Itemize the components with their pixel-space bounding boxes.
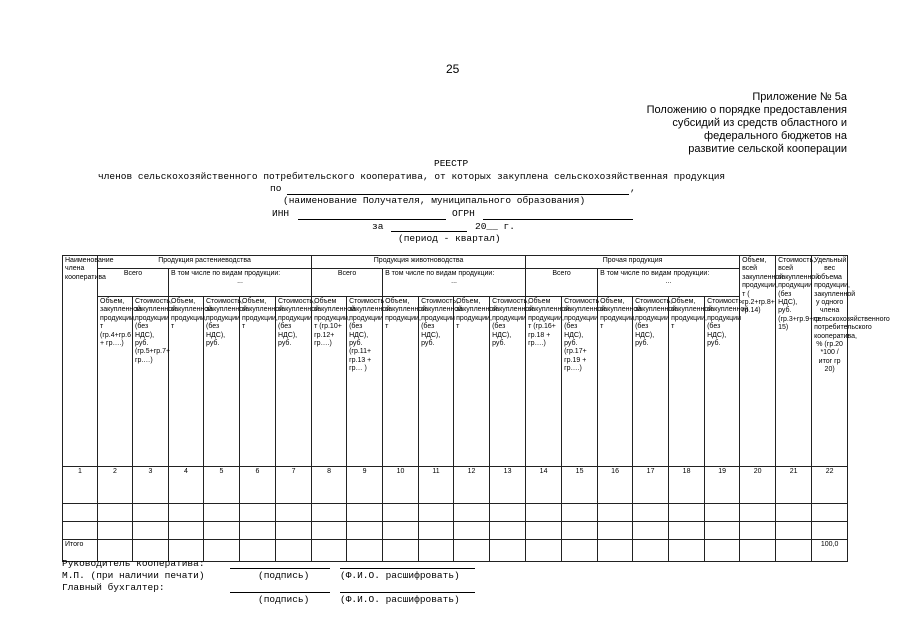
subheader-cell: Объем, закупленной продукции, т (гр.4+гр.6 + гр….): [98, 297, 133, 467]
subheader-cell: Стоимость закупленной продукции (без НДС), руб. (гр.11+ гр.13 + гр… ): [347, 297, 383, 467]
chair-sign-line: [230, 568, 330, 569]
subheader-cell: Объем, закупленной продукции, т: [669, 297, 705, 467]
total-label: Итого: [63, 540, 98, 562]
column-number: 5: [204, 467, 240, 504]
subheader-cell: Стоимость, закупленной продукции (без НДС), руб.: [633, 297, 669, 467]
column-number: 13: [490, 467, 526, 504]
accountant-sign-line: [230, 592, 330, 593]
column-number: 16: [598, 467, 633, 504]
year-label: 20__ г.: [475, 221, 515, 232]
period-line: [391, 231, 467, 232]
column-number: 8: [312, 467, 347, 504]
appendix-line: федерального бюджетов на: [704, 130, 847, 142]
by-type-label: В том числе по видам продукции:: [385, 270, 495, 277]
subheader-cell: Стоимость, закупленной продукции (без НДС), руб.: [419, 297, 454, 467]
column-number: 3: [133, 467, 169, 504]
col21-header: Стоимость, всей закупленной продукции (без НДС), руб. (гр.3+гр.9+гр. 15): [776, 256, 812, 467]
chair-name-line: [340, 568, 475, 569]
column-number: 6: [240, 467, 276, 504]
subheader-cell: Объем, закупленной продукции, т: [383, 297, 419, 467]
mp-label: М.П. (при наличии печати): [62, 570, 205, 581]
subheader-cell: Стоимость, закупленной продукции (без НДС), руб.: [705, 297, 740, 467]
column-number: 17: [633, 467, 669, 504]
table-row: [63, 522, 848, 540]
appendix-line: Положению о порядке предоставления: [646, 104, 847, 116]
col22-header: Удельный вес объема продукции, закупленной у одного члена сельскохозяйственного потребительского кооператива, % (гр.20 *100 /итог гр 20): [812, 256, 848, 467]
appendix-line: Приложение № 5а: [752, 91, 847, 103]
subheader-cell: Объем, закупленной продукции, т: [169, 297, 204, 467]
chair-label: Руководитель кооператива:: [62, 558, 205, 569]
group-header: Продукция животноводства: [312, 256, 526, 269]
registry-table: [62, 255, 890, 562]
column-number: 4: [169, 467, 204, 504]
column-numbers-row: [63, 467, 848, 504]
po-comma: ,: [630, 183, 636, 194]
ogrn-label: ОГРН: [452, 208, 475, 219]
col-name-header: Наименование члена кооператива: [63, 256, 98, 467]
vsego-header: Всего: [312, 269, 383, 297]
column-number: 22: [812, 467, 848, 504]
subheader-cell: Объем, закупленной продукции, т: [598, 297, 633, 467]
ellipsis: ...: [665, 278, 672, 286]
sign-hint: (подпись): [258, 594, 310, 605]
name-hint: (Ф.И.О. расшифровать): [340, 594, 460, 605]
name-hint: (Ф.И.О. расшифровать): [340, 570, 460, 581]
page-number: 25: [446, 62, 460, 76]
inn-label: ИНН: [272, 208, 290, 219]
column-number: 12: [454, 467, 490, 504]
subheader-cell: Стоимость, закупленной продукции (без НДС), руб.: [276, 297, 312, 467]
period-hint: (период - квартал): [398, 233, 501, 244]
subheader-cell: Объем закупленной продукции, т (гр.10+ гр.12+ гр….): [312, 297, 347, 467]
sign-hint: (подпись): [258, 570, 310, 581]
column-number: 10: [383, 467, 419, 504]
by-type-label: В том числе по видам продукции:: [171, 270, 281, 277]
registry-title: РЕЕСТР: [434, 158, 469, 169]
appendix-line: субсидий из средств областного и: [672, 117, 847, 129]
subheader-cell: Стоимость закупленной продукции (без НДС), руб. (гр.17+ гр.19 + гр….): [562, 297, 598, 467]
accountant-name-line: [340, 592, 475, 593]
appendix-line: развитие сельской кооперации: [688, 143, 847, 155]
accountant-label: Главный бухгалтер:: [62, 582, 165, 593]
column-number: 20: [740, 467, 776, 504]
total-value: 100,0: [812, 540, 848, 562]
ogrn-line: [483, 219, 633, 220]
subheader-cell: Стоимость, закупленной продукции (без НДС), руб. (гр.5+гр.7+ гр.…): [133, 297, 169, 467]
vsego-header: Всего: [98, 269, 169, 297]
column-number: 9: [347, 467, 383, 504]
group-header: Прочая продукция: [526, 256, 740, 269]
column-number: 1: [63, 467, 98, 504]
column-number: 11: [419, 467, 454, 504]
column-number: 21: [776, 467, 812, 504]
column-number: 14: [526, 467, 562, 504]
by-type-header: [169, 269, 312, 297]
inn-line: [298, 219, 446, 220]
subheader-cell: Объем закупленной продукции, т (гр.16+ гр.18 + гр….): [526, 297, 562, 467]
subheader-cell: Объем, закупленной продукции, т: [240, 297, 276, 467]
ellipsis: ...: [237, 278, 243, 286]
subheader-cell: Стоимость, закупленной продукции (без НДС), руб.: [204, 297, 240, 467]
subheader-cell: Объем, закупленной продукции, т: [454, 297, 490, 467]
appendix-block: [547, 91, 847, 156]
col20-header: Объем, всей закупленной продукции, т ( гр.2+гр.8+ гр.14): [740, 256, 776, 467]
column-number: 19: [705, 467, 740, 504]
group-header: Продукция растениеводства: [98, 256, 312, 269]
column-number: 18: [669, 467, 705, 504]
po-label: по: [270, 183, 282, 194]
ellipsis: ...: [451, 278, 457, 286]
column-number: 15: [562, 467, 598, 504]
by-type-label: В том числе по видам продукции:: [600, 270, 710, 277]
za-label: за: [372, 221, 384, 232]
table-row: [63, 504, 848, 522]
column-number: 7: [276, 467, 312, 504]
by-type-header: [383, 269, 526, 297]
vsego-header: Всего: [526, 269, 598, 297]
by-type-header: [598, 269, 740, 297]
recipient-hint: (наименование Получателя, муниципального образования): [283, 195, 586, 206]
registry-subtitle: членов сельскохозяйственного потребительского кооператива, от которых закуплена сельскохозяйственная продукция: [98, 171, 726, 182]
subheader-cell: Стоимость, закупленной продукции (без НДС), руб.: [490, 297, 526, 467]
column-number: 2: [98, 467, 133, 504]
